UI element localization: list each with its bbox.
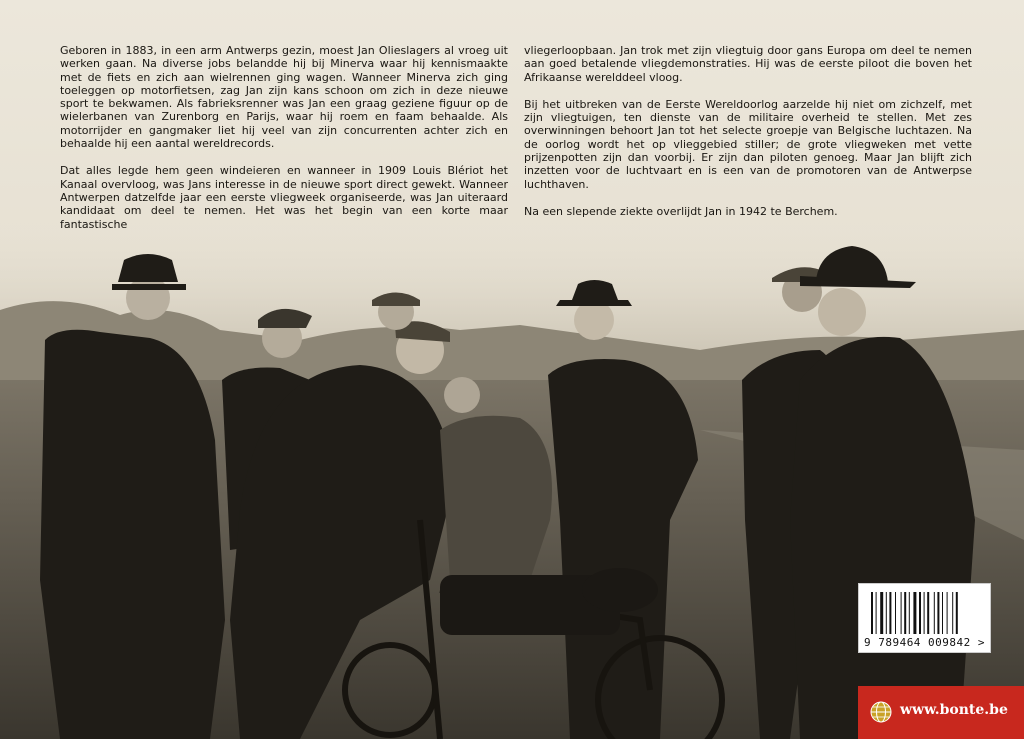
blurb-paragraph: vliegerloopbaan. Jan trok met zijn vliegtuig door gans Europa om deel te nemen aan goed betalende vliegdemonstraties. Hij was de eerste piloot die boven het Afrikaanse werelddeel vloog. (524, 44, 972, 84)
publisher-website-link[interactable]: www.bonte.be (900, 702, 1008, 718)
blurb-paragraph: Dat alles legde hem geen windeieren en wanneer in 1909 Louis Blériot het Kanaal overvloog, was Jans interesse in de nieuwe sport direct gewekt. Wanneer Antwerpen datzelfde jaar een eerste vliegweek organiseerde, was Jan uiteraard kandidaat om deel te nemen. Het was het begin van een korte maar fantastische (60, 164, 508, 231)
isbn-barcode (858, 583, 991, 653)
isbn-number: 9 789464 009842 > (863, 636, 986, 649)
blurb-paragraph: Na een slepende ziekte overlijdt Jan in 1942 te Berchem. (524, 204, 838, 218)
publisher-band (858, 686, 1024, 739)
globe-icon (870, 701, 892, 723)
barcode-bars (871, 592, 979, 634)
blurb-right-column (524, 44, 972, 232)
blurb-paragraph: Geboren in 1883, in een arm Antwerps gezin, moest Jan Olieslagers al vroeg uit werken gaan. Na diverse jobs belandde hij bij Minerva waar hij kennismaakte met de fiets en zich aan wielrennen ging wagen. Wanneer Minerva zich ging toeleggen op motorfietsen, zag Jan zijn kans schoon om zich in deze nieuwe sport te bekwamen. Als fabrieksrenner was Jan een graag geziene figuur op de wielerbanen van Zurenborg en Parijs, waar hij roem en faam behaalde. Als motorrijder en gangmaker liet hij veel van zijn concurrenten achter zich en behaalde hij een aantal wereldrecords. (60, 44, 508, 151)
blurb-paragraph: Bij het uitbreken van de Eerste Wereldoorlog aarzelde hij niet om zichzelf, met zijn vliegtuigen, ten dienste van de militaire overheid te stellen. Met zes overwinningen behoort Jan tot het selecte groepje van Belgische luchtazen. Na de oorlog wordt het op vlieggebied stiller; de grote vliegweken met vette prijzenpotten zijn dan voorbij. Er zijn dan piloten genoeg. Maar Jan blijft zich inzetten voor de luchtvaart en is een van de promotoren van de Antwerpse luchthaven. (524, 97, 972, 191)
sepia-group-photo (0, 220, 1024, 739)
blurb-left-column (60, 44, 508, 245)
